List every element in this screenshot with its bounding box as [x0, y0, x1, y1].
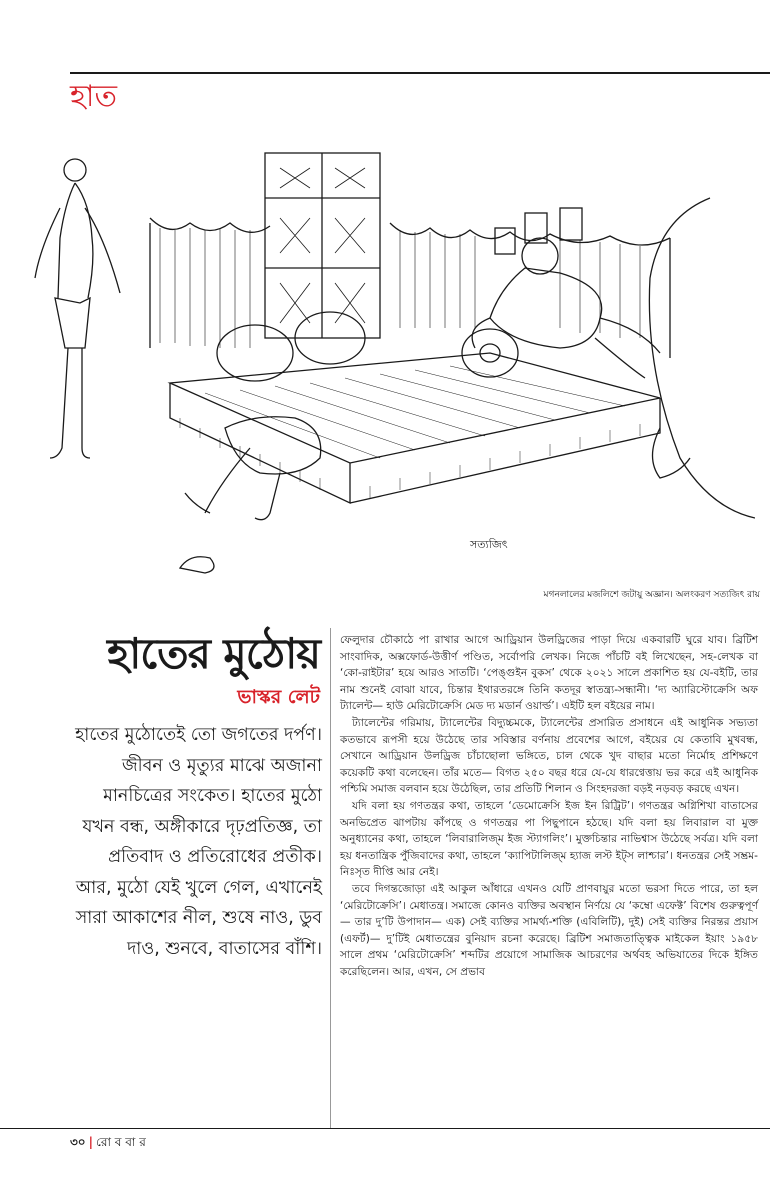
body-paragraph: ফেলুদার চৌকাঠে পা রাখার আগে আড্রিয়ান উলড্রিজের পাড়া দিয়ে একবারটি ঘুরে যাব। ব্রিটিশ সাংবাদিক, অক্সফোর্ড-উত্তীর্ণ পণ্ডিত, সর্বোপরি লেখক। নিজে পাঁচটি বই লিখেছেন, সহ-লেখক বা ‘কো-রাইটার’ হয়ে আরও সাতটি। ‘পেঙ্গুইন বুকস’ থেকে ২০২১ সালে প্রকাশিত হয় যে-বইটি, তার নাম শুনেই বোঝা যাবে, চিন্তার ইথারতরঙ্গে তিনি কতদূর স্বাতন্ত্র্য-সন্ধানী। ‘দ্য অ্যারিস্টোক্রেসি অফ ট্যালেন্ট— হাউ মেরিটোক্রেসি মেড দ্য মডার্ন ওয়ার্ল্ড’। এইটি হল বইয়ের নাম। [340, 634, 758, 713]
column-divider [330, 628, 331, 1128]
page-number: ৩০ [70, 1135, 86, 1149]
body-paragraph: যদি বলা হয় গণতন্ত্রর কথা, তাহলে ‘ডেমোক্রেসি ইজ ইন রিট্রিট’। গণতন্ত্রর অগ্নিশিখা বাতাসের অনভিপ্রেত ঝাপটায় কাঁপছে ও গণতন্ত্রর পা পিছুপানে হঠছে। যদি বলা হয় লিবারাল বা মুক্ত অনুধ্যানের কথা, তাহলে ‘লিবারালিজ্‌ম ইজ স্ট্যাগলিং’। মুক্তচিন্তার নাভিশ্বাস উঠেছে সর্বত্র। যদি বলা হয় ধনতান্ত্রিক পুঁজিবাদের কথা, তাহলে ‘ক্যাপিটালিজ্‌ম হ্যাজ লস্ট ইট্‌স লাশ্চার’। ধনতন্ত্রর সেই সম্ভ্রম-নিঃসৃত দীপ্তি আর নেই। [340, 799, 758, 879]
magazine-name: রো ব বা র [96, 1135, 146, 1149]
author-byline: ভাস্কর লেট [237, 686, 320, 708]
artist-signature: সত্যজিৎ [470, 538, 508, 551]
article-body [340, 632, 758, 980]
body-paragraph: ট্যালেন্টের গরিমায়, ট্যালেন্টের বিদ্যুচ্চমকে, ট্যালেন্টের প্রসারিত প্রসাধনে এই আধুনিক সভ্যতা কতভাবে রূপসী হয়ে উঠেছে তার সবিস্তার বর্ণনায় প্রবেশের আগে, বইয়ের যে কেতাবি মুখবন্ধ, সেখানে আড্রিয়ান উলড্রিজ চাঁচাছোলা ভঙ্গিতে, চাল থেকে খুদ বাছার মতো নির্মোহ প্রশিক্ষণে কয়েকটি কথা বলেছেন। তাঁর মতে— বিগত ২৫০ বছর ধরে যে-যে ধারণ্বেত্তায় ভর করে এই আধুনিক পশ্চিমি সমাজ বলবান হয়ে উঠেছিল, তার প্রতিটি শিলান ও সিংহদরজা বড়ই নড়বড় করছে এখন। [340, 716, 758, 796]
pull-quote: হাতের মুঠোতেই তো জগতের দর্পণ। জীবন ও মৃত্যুর মাঝে অজানা মানচিত্রের সংকেত। হাতের মুঠো যখন বন্ধ, অঙ্গীকারে দৃঢ়প্রতিজ্ঞ, তা প্রতিবাদ ও প্রতিরোধের প্রতীক। আর, মুঠো যেই খুলে গেল, এখানেই সারা আকাশের নীল, শুষে নাও, ডুব দাও, শুনবে, বাতাসের বাঁশি। [75, 725, 322, 959]
article-headline: হাতের মুঠোয় [107, 629, 320, 678]
top-rule [70, 72, 770, 74]
illustration-sketch [20, 128, 755, 578]
section-label: হাত [70, 79, 117, 114]
page-footer [70, 1134, 146, 1154]
footer-separator: | [88, 1135, 93, 1149]
illustration-caption: মগনলালের মজলিশে জটায়ু অজ্ঞান। অলংকরণ সত্যজিৎ রায় [543, 590, 760, 600]
footer-rule [0, 1128, 770, 1129]
body-paragraph: তবে দিগন্তজোড়া এই আকুল আঁধারে এখনও যেটি প্রাণবায়ুর মতো ভরসা দিতে পারে, তা হল ‘মেরিটোক্রেসি’। মেধাতন্ত্র। সমাজে কোনও ব্যক্তির অবস্থান নির্ণয়ে যে ‘কম্বো এফেক্ট’ বিশেষ গুরুত্বপূর্ণ— তার দু’টি উপাদান— এক) সেই ব্যক্তির সামর্থ্য-শক্তি (এবিলিটি), দুই) সেই ব্যক্তির নিরন্তর প্রয়াস (এফর্ট)— দু’টিই মেধাতন্ত্রের বুনিয়াদ রচনা করেছে। ব্রিটিশ সমাজতাত্ত্বিক মাইকেল ইয়াং ১৯৫৮ সালে প্রথম ‘মেরিটোক্রেসি’ শব্দটির প্রয়োগে সামাজিক আচরণের অর্থবহ অভিযাতের দিকে ইঙ্গিত করেছিলেন। আর, এখন, সে প্রভাব [340, 882, 758, 978]
